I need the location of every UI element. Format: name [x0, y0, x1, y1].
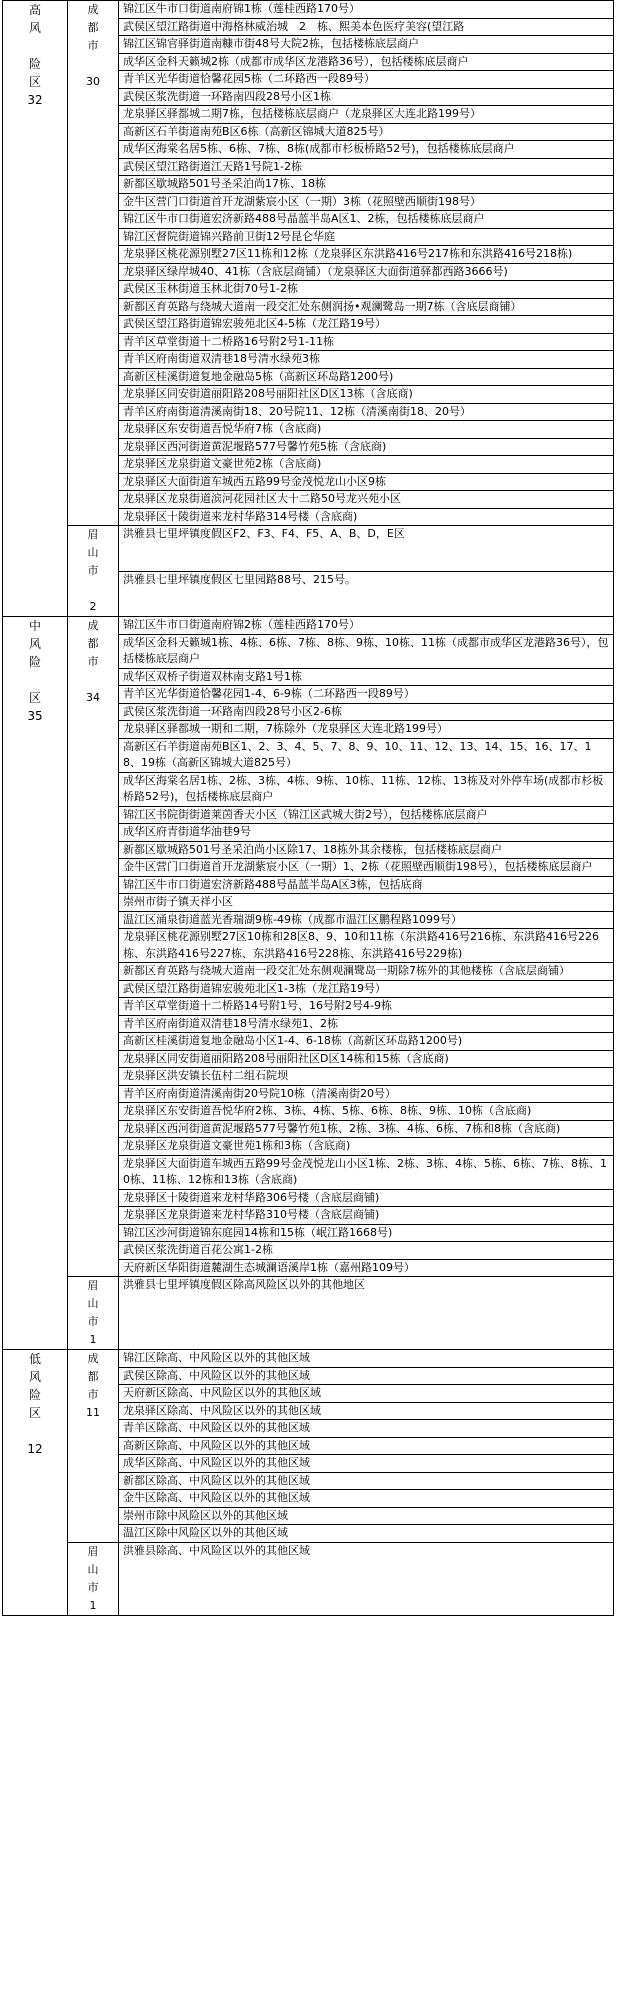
location-cell: 新都区歇城路501号圣采泊尚小区除17、18栋外其余楼栋，包括楼栋底层商户: [119, 841, 614, 859]
location-cell: 新都区育英路与绕城大道南一段交汇处东侧润扬•观澜鹭岛一期7栋（含底层商铺）: [119, 298, 614, 316]
location-cell: 天府新区除高、中风险区以外的其他区域: [119, 1385, 614, 1403]
location-cell: 青羊区草堂街道十二桥路14号附1号、16号附2号4-9栋: [119, 998, 614, 1016]
location-cell: 龙泉驿区东安街道吾悦华府7栋（含底商): [119, 421, 614, 439]
location-cell: 成华区金科天籁城1栋、4栋、6栋、7栋、8栋、9栋、10栋、11栋（成都市成华区龙港路36号），包括楼栋底层商户: [119, 634, 614, 668]
location-cell: 青羊区草堂街道十二桥路16号附2号1-11栋: [119, 333, 614, 351]
location-cell: 青羊区府南街道双清巷18号清水绿苑3栋: [119, 351, 614, 369]
location-cell: 成华区金科天籁城2栋（成都市成华区龙港路36号），包括楼栋底层商户: [119, 53, 614, 71]
location-cell: 龙泉驿区驿都城一期和二期，7栋除外（龙泉驿区大连北路199号）: [119, 721, 614, 739]
location-cell: 龙泉驿区桃花源别墅27区11栋和12栋（龙泉驿区东洪路416号217栋和东洪路416号218栋): [119, 246, 614, 264]
location-cell: 龙泉驿区十陵街道来龙村华路306号楼（含底层商铺): [119, 1189, 614, 1207]
location-cell: 武侯区望江路街道江天路1号院1-2栋: [119, 158, 614, 176]
city-cell: [68, 1277, 119, 1350]
location-cell: 龙泉驿区桃花源别墅27区10栋和28区8、9、10和11栋（东洪路416号216栋、东洪路416号226栋、东洪路416号227栋、东洪路416号228栋、东洪路416号229栋): [119, 929, 614, 963]
risk-level-cell-mid: [3, 617, 68, 1350]
location-cell: 武侯区浆洗街道一环路南四段28号小区2-6栋: [119, 703, 614, 721]
location-cell: 锦江区督院街道锦兴路前卫街12号昆仑华庭: [119, 228, 614, 246]
location-cell: 龙泉驿区大面街道车城西五路99号金茂悦龙山小区9栋: [119, 473, 614, 491]
city-cell: [68, 526, 119, 617]
location-cell: 武侯区望江路街道锦宏骏苑北区1-3栋（龙江路19号）: [119, 980, 614, 998]
location-cell: 成华区双桥子街道双林南支路1号1栋: [119, 668, 614, 686]
table-row: [3, 1542, 614, 1615]
city-label: 成 都 市 34: [86, 619, 100, 704]
city-label: 眉 山 市 2: [87, 528, 99, 613]
city-cell: [68, 1, 119, 526]
location-cell: 武侯区望江路街道锦宏骏苑北区4-5栋（龙江路19号）: [119, 316, 614, 334]
location-cell: 龙泉驿区东安街道吾悦华府2栋、3栋、4栋、5栋、6栋、8栋、9栋、10栋（含底商): [119, 1103, 614, 1121]
city-cell: [68, 1350, 119, 1543]
location-cell: 龙泉驿区大面街道车城西五路99号金茂悦龙山小区1栋、2栋、3栋、4栋、5栋、6栋、7栋、8栋、10栋、11栋、12栋和13栋（含底商): [119, 1155, 614, 1189]
location-cell: 新都区育英路与绕城大道南一段交汇处东侧观澜鹭岛一期除7栋外的其他楼栋（含底层商铺）: [119, 963, 614, 981]
city-label: 眉 山 市 1: [87, 1279, 99, 1346]
risk-level-cell-high: [3, 1, 68, 617]
location-cell: 成华区海棠名居1栋、2栋、3栋、4栋、9栋、10栋、11栋、12栋、13栋及对外停车场(成都市杉板桥路52号)，包括楼栋底层商户: [119, 772, 614, 806]
table-row: [3, 526, 614, 572]
location-cell: 锦江区沙河街道锦东庭园14栋和15栋（岷江路1668号): [119, 1224, 614, 1242]
location-cell: 成华区府青街道华油巷9号: [119, 824, 614, 842]
table-row: [3, 1, 614, 19]
location-cell: 龙泉驿区绿岸城40、41栋（含底层商铺）（龙泉驿区大面街道驿都西路3666号): [119, 263, 614, 281]
location-cell: 洪雅县七里坪镇度假区七里园路88号、215号。: [119, 571, 614, 617]
location-cell: 崇州市除中风险区以外的其他区域: [119, 1507, 614, 1525]
location-cell: 金牛区除高、中风险区以外的其他区域: [119, 1490, 614, 1508]
location-cell: 武侯区除高、中风险区以外的其他区域: [119, 1367, 614, 1385]
risk-level-label: 中 风 险 区 35: [27, 619, 43, 723]
location-cell: 龙泉驿区龙泉街道文豪世苑1栋和3栋（含底商): [119, 1138, 614, 1156]
location-cell: 龙泉驿区西河街道黄泥堰路577号馨竹苑5栋（含底商): [119, 438, 614, 456]
risk-level-label: 低 风 险 区 12: [27, 1352, 43, 1456]
table-row: [3, 1277, 614, 1350]
location-cell: 金牛区营门口街道首开龙湖紫宸小区（一期）3栋（花照壁西顺街198号）: [119, 193, 614, 211]
location-cell: 龙泉驿区十陵街道来龙村华路314号楼（含底商): [119, 508, 614, 526]
location-cell: 洪雅县七里坪镇度假区F2、F3、F4、F5、A、B、D，E区: [119, 526, 614, 572]
city-cell: [68, 1542, 119, 1615]
location-cell: 龙泉驿区除高、中风险区以外的其他区域: [119, 1402, 614, 1420]
city-label: 成 都 市 30: [86, 3, 100, 88]
location-cell: 武侯区浆洗街道一环路南四段28号小区1栋: [119, 88, 614, 106]
location-cell: 龙泉驿区同安街道丽阳路208号丽阳社区D区13栋（含底商): [119, 386, 614, 404]
location-cell: 锦江区牛市口街道南府锦1栋（莲桂西路170号）: [119, 1, 614, 19]
location-cell: 龙泉驿区洪安镇长伍村二组石院坝: [119, 1068, 614, 1086]
risk-area-table: [2, 0, 614, 1616]
location-cell: 锦江区牛市口街道宏济新路488号晶蓝半岛A区3栋，包括底商: [119, 876, 614, 894]
location-cell: 青羊区光华街道恰馨花园1-4、6-9栋（二环路西一段89号）: [119, 686, 614, 704]
location-cell: 龙泉驿区驿都城二期7栋，包括楼栋底层商户（龙泉驿区大连北路199号）: [119, 106, 614, 124]
city-label: 成 都 市 11: [86, 1352, 100, 1419]
location-cell: 锦江区牛市口街道南府锦2栋（莲桂西路170号）: [119, 617, 614, 635]
location-cell: 成华区海棠名居5栋、6栋、7栋、8栋(成都市杉板桥路52号)，包括楼栋底层商户: [119, 141, 614, 159]
location-cell: 高新区石羊街道南苑B区6栋（高新区锦城大道825号）: [119, 123, 614, 141]
location-cell: 武侯区玉林街道玉林北街70号1-2栋: [119, 281, 614, 299]
location-cell: 青羊区府南街道清溪南街20号院10栋（清溪南街20号）: [119, 1085, 614, 1103]
risk-level-label: 高 风 险 区 32: [27, 3, 43, 107]
location-cell: 新都区除高、中风险区以外的其他区域: [119, 1472, 614, 1490]
location-cell: 锦江区锦官驿街道南糠市街48号大院2栋，包括楼栋底层商户: [119, 36, 614, 54]
city-cell: [68, 617, 119, 1277]
location-cell: 崇州市街子镇天祥小区: [119, 894, 614, 912]
location-cell: 龙泉驿区龙泉街道滨河花园社区大十二路50号龙兴苑小区: [119, 491, 614, 509]
location-cell: 锦江区牛市口街道宏济新路488号晶蓝半岛A区1、2栋，包括楼栋底层商户: [119, 211, 614, 229]
location-cell: 高新区除高、中风险区以外的其他区域: [119, 1437, 614, 1455]
location-cell: 高新区桂溪街道复地金融岛5栋（高新区环岛路1200号): [119, 368, 614, 386]
location-cell: 温江区除中风险区以外的其他区域: [119, 1525, 614, 1543]
location-cell: 青羊区除高、中风险区以外的其他区域: [119, 1420, 614, 1438]
location-cell: 成华区除高、中风险区以外的其他区域: [119, 1455, 614, 1473]
table-row: [3, 1350, 614, 1368]
table-row: [3, 617, 614, 635]
location-cell: 青羊区府南街道双清巷18号清水绿苑1、2栋: [119, 1015, 614, 1033]
location-cell: 金牛区营门口街道首开龙湖紫宸小区（一期）1、2栋（花照壁西顺街198号），包括楼栋底层商户: [119, 859, 614, 877]
city-label: 眉 山 市 1: [87, 1544, 99, 1612]
location-cell: 武侯区望江路街道中海格林威治城 2 栋、熙美本色医疗美容(望江路: [119, 18, 614, 36]
location-cell: 高新区桂溪街道复地金融岛小区1-4、6-18栋（高新区环岛路1200号): [119, 1033, 614, 1051]
location-cell: 洪雅县除高、中风险区以外的其他区域: [119, 1542, 614, 1615]
location-cell: 武侯区浆洗街道百花公寓1-2栋: [119, 1242, 614, 1260]
location-cell: 锦江区书院街街道莱茵香天小区（锦江区武城大街2号），包括楼栋底层商户: [119, 806, 614, 824]
location-cell: 天府新区华阳街道麓湖生态城澜语溪岸1栋（嘉州路109号）: [119, 1259, 614, 1277]
location-cell: 龙泉驿区龙泉街道来龙村华路310号楼（含底层商铺): [119, 1207, 614, 1225]
risk-level-cell-low: [3, 1350, 68, 1616]
location-cell: 龙泉驿区同安街道丽阳路208号丽阳社区D区14栋和15栋（含底商): [119, 1050, 614, 1068]
location-cell: 龙泉驿区西河街道黄泥堰路577号馨竹苑1栋、2栋、3栋、4栋、6栋、7栋和8栋（含底商): [119, 1120, 614, 1138]
location-cell: 龙泉驿区龙泉街道文豪世苑2栋（含底商): [119, 456, 614, 474]
location-cell: 锦江区除高、中风险区以外的其他区域: [119, 1350, 614, 1368]
location-cell: 青羊区府南街道清溪南街18、20号院11、12栋（清溪南街18、20号）: [119, 403, 614, 421]
location-cell: 高新区石羊街道南苑B区1、2、3、4、5、7、8、9、10、11、12、13、14、15、16、17、18、19栋（高新区锦城大道825号）: [119, 738, 614, 772]
location-cell: 洪雅县七里坪镇度假区除高风险区以外的其他地区: [119, 1277, 614, 1350]
location-cell: 温江区涌泉街道蓝光香瑞湖9栋-49栋（成都市温江区鹏程路1099号）: [119, 911, 614, 929]
location-cell: 青羊区光华街道恰馨花园5栋（二环路西一段89号）: [119, 71, 614, 89]
location-cell: 新都区歇城路501号圣采泊尚17栋、18栋: [119, 176, 614, 194]
